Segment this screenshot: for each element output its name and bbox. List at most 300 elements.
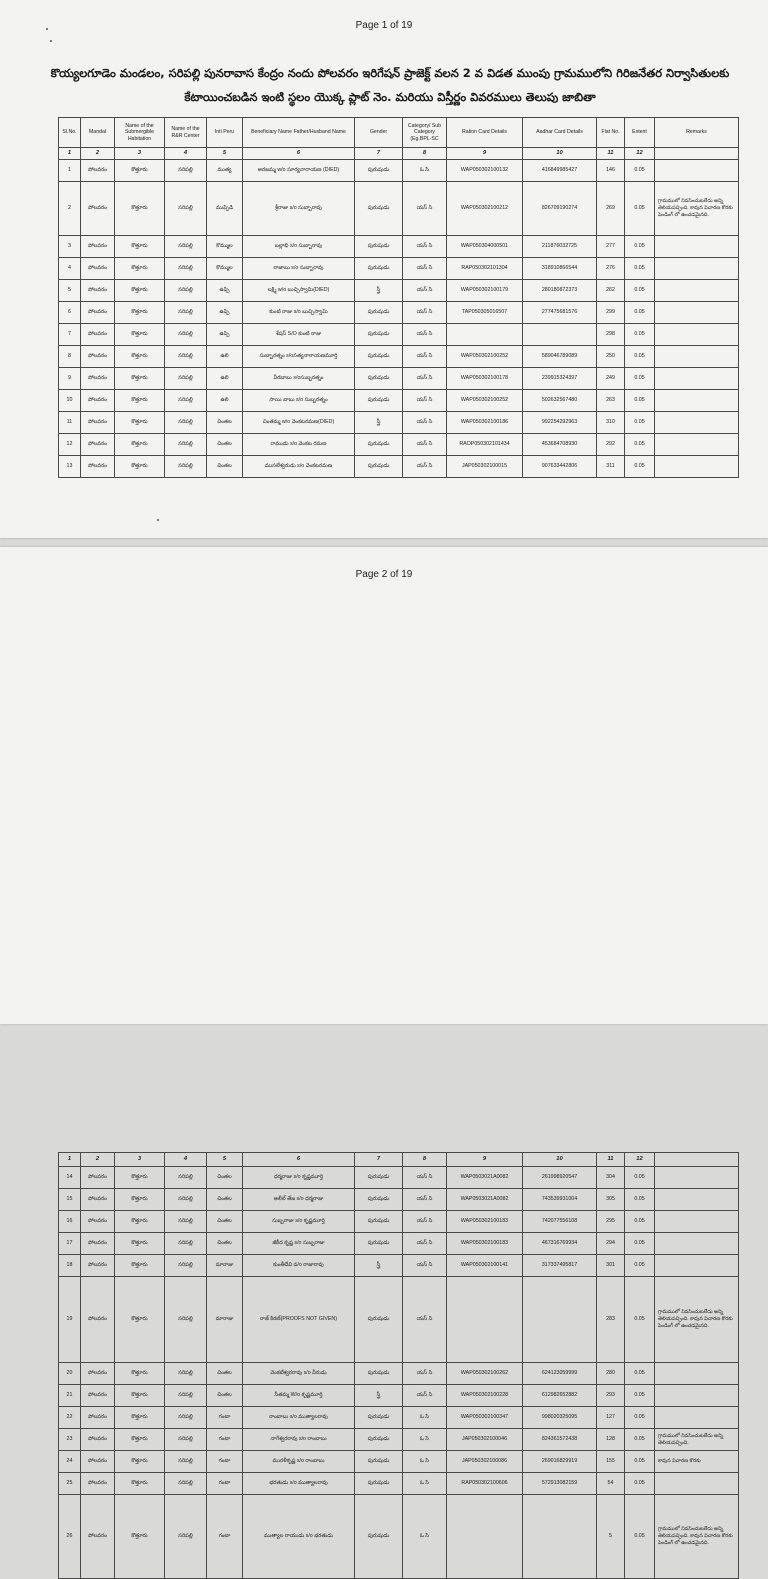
table-row bbox=[59, 236, 739, 258]
habitation-cell: కొత్తూరు bbox=[115, 280, 165, 302]
beneficiary-name-cell: ముసలేశ్వరుడు s/o వెంకటరమణ bbox=[243, 456, 355, 478]
habitation-cell: కొత్తూరు bbox=[115, 1473, 165, 1495]
aadhar-card-cell: 907633442806 bbox=[523, 456, 597, 478]
gender-cell: పురుషుడు bbox=[355, 456, 403, 478]
ration-card-cell bbox=[447, 1277, 523, 1363]
column-number: 4 bbox=[165, 1153, 207, 1167]
sl-no-cell: 19 bbox=[59, 1277, 81, 1363]
mandal-cell: పోలవరం bbox=[81, 1277, 115, 1363]
table-row bbox=[59, 1473, 739, 1495]
sl-no-cell: 22 bbox=[59, 1407, 81, 1429]
table-header-row bbox=[59, 118, 739, 148]
inti-peru-cell: కొమ్ముల bbox=[207, 236, 243, 258]
table-row bbox=[59, 1495, 739, 1579]
inti-peru-cell: గంటా bbox=[207, 1451, 243, 1473]
mandal-cell: పోలవరం bbox=[81, 280, 115, 302]
remarks-cell: గ్రామములో నివసించుటలేదు అన్ని తెలియపచ్చింది. bbox=[655, 1429, 739, 1451]
sl-no-cell: 15 bbox=[59, 1189, 81, 1211]
mandal-cell: పోలవరం bbox=[81, 1385, 115, 1407]
aadhar-card-cell: 612982652882 bbox=[523, 1385, 597, 1407]
mandal-cell: పోలవరం bbox=[81, 368, 115, 390]
category-cell: యస్ సి bbox=[403, 1167, 447, 1189]
sl-no-cell: 25 bbox=[59, 1473, 81, 1495]
sl-no-cell: 2 bbox=[59, 182, 81, 236]
beneficiary-name-cell: నాగేశ్వరరావు s/o రాంబాబు bbox=[243, 1429, 355, 1451]
beneficiary-name-cell: సాయి బాబు s/o సుబ్బరత్నం bbox=[243, 390, 355, 412]
category-cell: యస్ సి bbox=[403, 368, 447, 390]
ration-card-cell: WAP050302100252 bbox=[447, 390, 523, 412]
inti-peru-cell: చింతల bbox=[207, 456, 243, 478]
beneficiary-name-cell: జీకీద కృష్ణ s/o సుబ్బరాజు bbox=[243, 1233, 355, 1255]
gender-cell: పురుషుడు bbox=[355, 1277, 403, 1363]
ration-card-cell: WAP050302100228 bbox=[447, 1385, 523, 1407]
column-number: 11 bbox=[597, 1153, 625, 1167]
category-cell: యస్ సి bbox=[403, 236, 447, 258]
table-row bbox=[59, 302, 739, 324]
habitation-cell: కొత్తూరు bbox=[115, 1255, 165, 1277]
sl-no-cell: 1 bbox=[59, 160, 81, 182]
inti-peru-cell: చింతల bbox=[207, 1167, 243, 1189]
beneficiary-name-cell: ధర్మరాజు s/o కృష్ణమూర్తి bbox=[243, 1167, 355, 1189]
extent-cell: 0.05 bbox=[625, 1385, 655, 1407]
remarks-cell bbox=[655, 1211, 739, 1233]
flat-no-cell: 249 bbox=[597, 368, 625, 390]
gender-cell: పురుషుడు bbox=[355, 1167, 403, 1189]
rr-center-cell: సరిపల్లి bbox=[165, 1407, 207, 1429]
table-row bbox=[59, 1451, 739, 1473]
aadhar-card-cell: 742077556108 bbox=[523, 1211, 597, 1233]
document-page-2 bbox=[0, 547, 768, 1546]
remarks-cell bbox=[655, 412, 739, 434]
column-number: 2 bbox=[81, 1153, 115, 1167]
column-number: 5 bbox=[207, 1153, 243, 1167]
ration-card-cell: WAP050302100252 bbox=[447, 346, 523, 368]
extent-cell: 0.05 bbox=[625, 1277, 655, 1363]
rr-center-cell: సరిపల్లి bbox=[165, 1473, 207, 1495]
mandal-cell: పోలవరం bbox=[81, 1211, 115, 1233]
category-cell: యస్ సి bbox=[403, 258, 447, 280]
mandal-cell: పోలవరం bbox=[81, 1407, 115, 1429]
category-cell: యస్ సి bbox=[403, 1255, 447, 1277]
sl-no-cell: 7 bbox=[59, 324, 81, 346]
rr-center-cell: సరిపల్లి bbox=[165, 258, 207, 280]
ration-card-cell: RAP050302101304 bbox=[447, 258, 523, 280]
beneficiary-name-cell: అరజమ్మ w/o సూర్యనారాయణ (DIED) bbox=[243, 160, 355, 182]
table-row bbox=[59, 1277, 739, 1363]
ration-card-cell: RAOP050302101434 bbox=[447, 434, 523, 456]
gender-cell: పురుషుడు bbox=[355, 1363, 403, 1385]
extent-cell: 0.05 bbox=[625, 280, 655, 302]
aadhar-card-cell: 239915324397 bbox=[523, 368, 597, 390]
rr-center-cell: సరిపల్లి bbox=[165, 412, 207, 434]
category-cell: ఓ సి bbox=[403, 1451, 447, 1473]
sl-no-cell: 10 bbox=[59, 390, 81, 412]
inti-peru-cell: చింతల bbox=[207, 412, 243, 434]
flat-no-cell: 294 bbox=[597, 1233, 625, 1255]
inti-peru-cell: మారాజు bbox=[207, 1277, 243, 1363]
aadhar-card-cell: 280180872373 bbox=[523, 280, 597, 302]
mandal-cell: పోలవరం bbox=[81, 1255, 115, 1277]
extent-cell: 0.05 bbox=[625, 1255, 655, 1277]
category-cell: యస్ సి bbox=[403, 456, 447, 478]
flat-no-cell: 127 bbox=[597, 1407, 625, 1429]
table-row bbox=[59, 1429, 739, 1451]
ration-card-cell bbox=[447, 324, 523, 346]
flat-no-cell: 54 bbox=[597, 1473, 625, 1495]
extent-cell: 0.05 bbox=[625, 1473, 655, 1495]
extent-cell: 0.05 bbox=[625, 456, 655, 478]
column-number: 12 bbox=[625, 1153, 655, 1167]
sl-no-cell: 13 bbox=[59, 456, 81, 478]
table-row bbox=[59, 324, 739, 346]
category-cell: యస్ సి bbox=[403, 1189, 447, 1211]
gender-cell: పురుషుడు bbox=[355, 324, 403, 346]
inti-peru-cell: ఉలి bbox=[207, 390, 243, 412]
aadhar-card-cell: 318910866544 bbox=[523, 258, 597, 280]
ration-card-cell: WAP050304000501 bbox=[447, 236, 523, 258]
mandal-cell: పోలవరం bbox=[81, 390, 115, 412]
column-header: Name of the R&R Center bbox=[165, 118, 207, 148]
extent-cell: 0.05 bbox=[625, 1407, 655, 1429]
gender-cell: పురుషుడు bbox=[355, 1189, 403, 1211]
extent-cell: 0.05 bbox=[625, 1429, 655, 1451]
inti-peru-cell: చింతల bbox=[207, 1385, 243, 1407]
table-row bbox=[59, 412, 739, 434]
extent-cell: 0.05 bbox=[625, 1167, 655, 1189]
category-cell: యస్ సి bbox=[403, 182, 447, 236]
sl-no-cell: 9 bbox=[59, 368, 81, 390]
mandal-cell: పోలవరం bbox=[81, 1429, 115, 1451]
category-cell: ఓ సి bbox=[403, 1473, 447, 1495]
mandal-cell: పోలవరం bbox=[81, 1167, 115, 1189]
rr-center-cell: సరిపల్లి bbox=[165, 390, 207, 412]
rr-center-cell: సరిపల్లి bbox=[165, 182, 207, 236]
category-cell: యస్ సి bbox=[403, 390, 447, 412]
column-number: 6 bbox=[243, 148, 355, 160]
sl-no-cell: 17 bbox=[59, 1233, 81, 1255]
flat-no-cell: 250 bbox=[597, 346, 625, 368]
table-row bbox=[59, 1407, 739, 1429]
aadhar-card-cell bbox=[523, 1495, 597, 1579]
table-row bbox=[59, 434, 739, 456]
column-number: 7 bbox=[355, 1153, 403, 1167]
inti-peru-cell: చింతల bbox=[207, 1211, 243, 1233]
remarks-cell bbox=[655, 302, 739, 324]
category-cell: ఓ సి bbox=[403, 1495, 447, 1579]
mandal-cell: పోలవరం bbox=[81, 346, 115, 368]
rr-center-cell: సరిపల్లి bbox=[165, 1277, 207, 1363]
remarks-cell bbox=[655, 368, 739, 390]
ration-card-cell: WAP050302100141 bbox=[447, 1255, 523, 1277]
flat-no-cell: 269 bbox=[597, 182, 625, 236]
category-cell: యస్ సి bbox=[403, 1363, 447, 1385]
rr-center-cell: సరిపల్లి bbox=[165, 1233, 207, 1255]
scan-speck bbox=[46, 28, 48, 30]
rr-center-cell: సరిపల్లి bbox=[165, 434, 207, 456]
document-page-1 bbox=[0, 0, 768, 538]
aadhar-card-cell: 416849985427 bbox=[523, 160, 597, 182]
beneficiary-name-cell: రాజాబు s/o సుబ్బారావు bbox=[243, 258, 355, 280]
category-cell: యస్ సి bbox=[403, 1233, 447, 1255]
column-header: Flat No. bbox=[597, 118, 625, 148]
habitation-cell: కొత్తూరు bbox=[115, 1189, 165, 1211]
aadhar-card-cell: 572913082159 bbox=[523, 1473, 597, 1495]
beneficiary-name-cell: సుబ్బారత్నం s/oసత్యనారాయణమూర్తి bbox=[243, 346, 355, 368]
column-number: 10 bbox=[523, 1153, 597, 1167]
flat-no-cell: 155 bbox=[597, 1451, 625, 1473]
column-number: 8 bbox=[403, 148, 447, 160]
rr-center-cell: సరిపల్లి bbox=[165, 302, 207, 324]
extent-cell: 0.05 bbox=[625, 236, 655, 258]
column-header: Beneficiary Name Father/Husband Name bbox=[243, 118, 355, 148]
sl-no-cell: 21 bbox=[59, 1385, 81, 1407]
aadhar-card-cell bbox=[523, 324, 597, 346]
mandal-cell: పోలవరం bbox=[81, 324, 115, 346]
habitation-cell: కొత్తూరు bbox=[115, 302, 165, 324]
remarks-cell: గ్రామములో నివసించుటలేదు అన్ని తెలియపచ్చింది. కావున విచారణ కొరకు పెండింగ్ లో ఉంచడమైనది. bbox=[655, 1277, 739, 1363]
gender-cell: పురుషుడు bbox=[355, 160, 403, 182]
column-header: Inti Peru bbox=[207, 118, 243, 148]
table-row bbox=[59, 1363, 739, 1385]
flat-no-cell: 292 bbox=[597, 434, 625, 456]
flat-no-cell: 305 bbox=[597, 1189, 625, 1211]
flat-no-cell: 128 bbox=[597, 1429, 625, 1451]
flat-no-cell: 146 bbox=[597, 160, 625, 182]
table-row bbox=[59, 368, 739, 390]
habitation-cell: కొత్తూరు bbox=[115, 346, 165, 368]
column-number: 11 bbox=[597, 148, 625, 160]
column-number: 4 bbox=[165, 148, 207, 160]
column-number bbox=[655, 1153, 739, 1167]
gender-cell: పురుషుడు bbox=[355, 236, 403, 258]
column-header: Name of the Submergible Habitation bbox=[115, 118, 165, 148]
rr-center-cell: సరిపల్లి bbox=[165, 280, 207, 302]
ration-card-cell: WAP050302100178 bbox=[447, 368, 523, 390]
aadhar-card-cell: 502632567480 bbox=[523, 390, 597, 412]
table-row bbox=[59, 456, 739, 478]
ration-card-cell: WAP050302100212 bbox=[447, 182, 523, 236]
mandal-cell: పోలవరం bbox=[81, 236, 115, 258]
flat-no-cell: 277 bbox=[597, 236, 625, 258]
column-number: 12 bbox=[625, 148, 655, 160]
beneficiary-name-cell: రాంబాబు s/o ముత్యాలరావు bbox=[243, 1407, 355, 1429]
column-number: 6 bbox=[243, 1153, 355, 1167]
category-cell: యస్ సి bbox=[403, 412, 447, 434]
flat-no-cell: 299 bbox=[597, 302, 625, 324]
column-number-row bbox=[59, 1153, 739, 1167]
table-row bbox=[59, 160, 739, 182]
aadhar-card-cell: 261998920547 bbox=[523, 1167, 597, 1189]
sl-no-cell: 18 bbox=[59, 1255, 81, 1277]
category-cell: ఓ సి bbox=[403, 160, 447, 182]
ration-card-cell: JAP050302100086 bbox=[447, 1451, 523, 1473]
sl-no-cell: 11 bbox=[59, 412, 81, 434]
column-header: Mandal bbox=[81, 118, 115, 148]
ration-card-cell: WAP050302100183 bbox=[447, 1233, 523, 1255]
column-number: 7 bbox=[355, 148, 403, 160]
aadhar-card-cell: 743539931004 bbox=[523, 1189, 597, 1211]
mandal-cell: పోలవరం bbox=[81, 160, 115, 182]
inti-peru-cell: చింతల bbox=[207, 1363, 243, 1385]
gender-cell: పురుషుడు bbox=[355, 434, 403, 456]
table-row bbox=[59, 1233, 739, 1255]
habitation-cell: కొత్తూరు bbox=[115, 1277, 165, 1363]
column-number: 2 bbox=[81, 148, 115, 160]
document-title-line-2: కేటాయించబడిన ఇంటి స్థలం యొక్క ప్లాట్ నెం. మరియు విస్తీర్ణం వివరములు తెలుపు జాబితా bbox=[184, 90, 596, 104]
habitation-cell: కొత్తూరు bbox=[115, 1451, 165, 1473]
category-cell: ఓ సి bbox=[403, 1407, 447, 1429]
habitation-cell: కొత్తూరు bbox=[115, 434, 165, 456]
column-number-row bbox=[59, 148, 739, 160]
beneficiary-name-cell: చింతమ్మ w/o వెంకటరమణ(DIED) bbox=[243, 412, 355, 434]
gender-cell: పురుషుడు bbox=[355, 1451, 403, 1473]
extent-cell: 0.05 bbox=[625, 302, 655, 324]
rr-center-cell: సరిపల్లి bbox=[165, 1167, 207, 1189]
flat-no-cell: 262 bbox=[597, 280, 625, 302]
rr-center-cell: సరిపల్లి bbox=[165, 1363, 207, 1385]
aadhar-card-cell: 467316769934 bbox=[523, 1233, 597, 1255]
scan-speck bbox=[157, 519, 159, 521]
extent-cell: 0.05 bbox=[625, 368, 655, 390]
aadhar-card-cell: 589046789089 bbox=[523, 346, 597, 368]
inti-peru-cell: చింతల bbox=[207, 434, 243, 456]
flat-no-cell: 295 bbox=[597, 1211, 625, 1233]
gender-cell: పురుషుడు bbox=[355, 1211, 403, 1233]
sl-no-cell: 5 bbox=[59, 280, 81, 302]
category-cell: యస్ సి bbox=[403, 302, 447, 324]
habitation-cell: కొత్తూరు bbox=[115, 258, 165, 280]
rr-center-cell: సరిపల్లి bbox=[165, 324, 207, 346]
gender-cell: స్త్రీ bbox=[355, 412, 403, 434]
aadhar-card-cell: 998020325095 bbox=[523, 1407, 597, 1429]
habitation-cell: కొత్తూరు bbox=[115, 390, 165, 412]
aadhar-card-cell: 277475681576 bbox=[523, 302, 597, 324]
flat-no-cell: 263 bbox=[597, 390, 625, 412]
mandal-cell: పోలవరం bbox=[81, 1451, 115, 1473]
ration-card-cell: WAP050302100132 bbox=[447, 160, 523, 182]
habitation-cell: కొత్తూరు bbox=[115, 412, 165, 434]
habitation-cell: కొత్తూరు bbox=[115, 160, 165, 182]
mandal-cell: పోలవరం bbox=[81, 1189, 115, 1211]
habitation-cell: కొత్తూరు bbox=[115, 1495, 165, 1579]
mandal-cell: పోలవరం bbox=[81, 1363, 115, 1385]
inti-peru-cell: ఉలి bbox=[207, 346, 243, 368]
inti-peru-cell: ముప్పిడి bbox=[207, 182, 243, 236]
sl-no-cell: 23 bbox=[59, 1429, 81, 1451]
mandal-cell: పోలవరం bbox=[81, 1233, 115, 1255]
remarks-cell bbox=[655, 1189, 739, 1211]
inti-peru-cell: చింతల bbox=[207, 1233, 243, 1255]
column-header: Ration Card Details bbox=[447, 118, 523, 148]
extent-cell: 0.05 bbox=[625, 1363, 655, 1385]
extent-cell: 0.05 bbox=[625, 390, 655, 412]
column-number: 1 bbox=[59, 1153, 81, 1167]
habitation-cell: కొత్తూరు bbox=[115, 324, 165, 346]
extent-cell: 0.05 bbox=[625, 182, 655, 236]
habitation-cell: కొత్తూరు bbox=[115, 236, 165, 258]
mandal-cell: పోలవరం bbox=[81, 258, 115, 280]
column-header: Sl.No. bbox=[59, 118, 81, 148]
sl-no-cell: 26 bbox=[59, 1495, 81, 1579]
rr-center-cell: సరిపల్లి bbox=[165, 1385, 207, 1407]
habitation-cell: కొత్తూరు bbox=[115, 1233, 165, 1255]
extent-cell: 0.05 bbox=[625, 160, 655, 182]
inti-peru-cell: గంటా bbox=[207, 1429, 243, 1451]
aadhar-card-cell: 992254292963 bbox=[523, 412, 597, 434]
flat-no-cell: 304 bbox=[597, 1167, 625, 1189]
category-cell: యస్ సి bbox=[403, 1211, 447, 1233]
rr-center-cell: సరిపల్లి bbox=[165, 160, 207, 182]
flat-no-cell: 280 bbox=[597, 1363, 625, 1385]
extent-cell: 0.05 bbox=[625, 1233, 655, 1255]
remarks-cell bbox=[655, 390, 739, 412]
extent-cell: 0.05 bbox=[625, 258, 655, 280]
ration-card-cell: WAP050302100183 bbox=[447, 1211, 523, 1233]
gender-cell: పురుషుడు bbox=[355, 258, 403, 280]
mandal-cell: పోలవరం bbox=[81, 1495, 115, 1579]
mandal-cell: పోలవరం bbox=[81, 434, 115, 456]
gender-cell: స్త్రీ bbox=[355, 280, 403, 302]
flat-no-cell: 5 bbox=[597, 1495, 625, 1579]
flat-no-cell: 301 bbox=[597, 1255, 625, 1277]
ration-card-cell: WAP050302100347 bbox=[447, 1407, 523, 1429]
extent-cell: 0.05 bbox=[625, 1451, 655, 1473]
remarks-cell bbox=[655, 236, 739, 258]
category-cell: యస్ సి bbox=[403, 346, 447, 368]
gender-cell: పురుషుడు bbox=[355, 1429, 403, 1451]
beneficiary-name-cell: బల్లాభి s/o సుబ్బారావు bbox=[243, 236, 355, 258]
sl-no-cell: 3 bbox=[59, 236, 81, 258]
flat-no-cell: 276 bbox=[597, 258, 625, 280]
table-row bbox=[59, 1167, 739, 1189]
extent-cell: 0.05 bbox=[625, 324, 655, 346]
inti-peru-cell: కొమ్ముల bbox=[207, 258, 243, 280]
table-row bbox=[59, 346, 739, 368]
remarks-cell bbox=[655, 324, 739, 346]
aadhar-card-cell: 826709190274 bbox=[523, 182, 597, 236]
category-cell: యస్ సి bbox=[403, 1385, 447, 1407]
table-row bbox=[59, 258, 739, 280]
mandal-cell: పోలవరం bbox=[81, 1473, 115, 1495]
beneficiary-table bbox=[58, 117, 739, 478]
page-number-label: Page 1 of 19 bbox=[355, 20, 413, 31]
mandal-cell: పోలవరం bbox=[81, 412, 115, 434]
remarks-cell bbox=[655, 434, 739, 456]
extent-cell: 0.05 bbox=[625, 1495, 655, 1579]
inti-peru-cell: గంటా bbox=[207, 1495, 243, 1579]
extent-cell: 0.05 bbox=[625, 346, 655, 368]
column-number: 9 bbox=[447, 1153, 523, 1167]
beneficiary-name-cell: సీతమ్మ W/o కృష్ణమూర్తి bbox=[243, 1385, 355, 1407]
extent-cell: 0.05 bbox=[625, 1211, 655, 1233]
remarks-cell bbox=[655, 1363, 739, 1385]
aadhar-card-cell: 824361572438 bbox=[523, 1429, 597, 1451]
extent-cell: 0.05 bbox=[625, 412, 655, 434]
remarks-cell bbox=[655, 1167, 739, 1189]
remarks-cell: కావున విచారణ కొరకు bbox=[655, 1451, 739, 1473]
sl-no-cell: 4 bbox=[59, 258, 81, 280]
table-row bbox=[59, 1211, 739, 1233]
ration-card-cell: RAP050302100606 bbox=[447, 1473, 523, 1495]
inti-peru-cell: ఉప్పి bbox=[207, 324, 243, 346]
beneficiary-table bbox=[58, 1152, 739, 1579]
ration-card-cell: WAP0503021A0082 bbox=[447, 1167, 523, 1189]
beneficiary-name-cell: కుంటి రాజు s/o బుచ్చిస్వామి bbox=[243, 302, 355, 324]
beneficiary-name-cell: భరతుడు s/o ముత్యాలరావు bbox=[243, 1473, 355, 1495]
beneficiary-name-cell: మురళీకృష్ణ s/o రాంబాబు bbox=[243, 1451, 355, 1473]
gender-cell: పురుషుడు bbox=[355, 1495, 403, 1579]
ration-card-cell: JAP050302100015 bbox=[447, 456, 523, 478]
